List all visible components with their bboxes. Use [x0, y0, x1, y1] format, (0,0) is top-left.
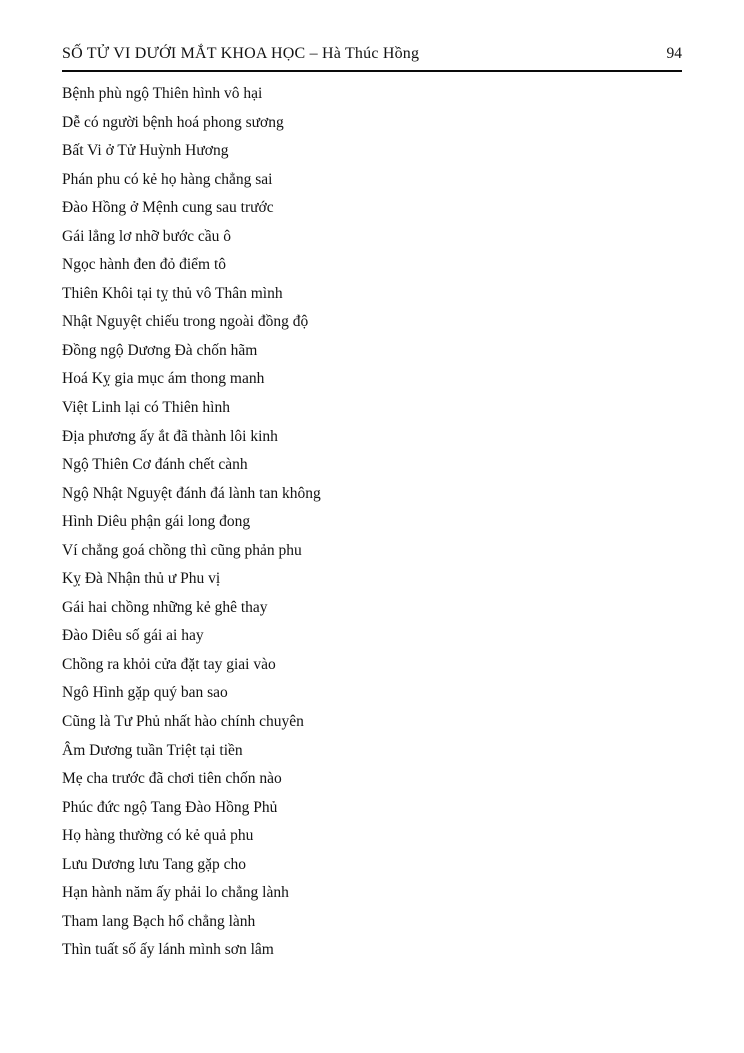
verse-line: Thiên Khôi tại tỵ thủ vô Thân mình — [62, 284, 283, 302]
verse-line: Cũng là Tư Phủ nhất hào chính chuyên — [62, 713, 304, 731]
verse-line: Ngộ Nhật Nguyệt đánh đá lành tan không — [62, 484, 321, 502]
verse-line: Việt Linh lại có Thiên hình — [62, 399, 230, 417]
page-number: 94 — [666, 45, 682, 62]
verse-line: Ví chẳng goá chồng thì cũng phản phu — [62, 541, 302, 559]
verse-line: Mẹ cha trước đã chơi tiên chốn nào — [62, 770, 282, 788]
verse-line: Bệnh phù ngộ Thiên hình vô hại — [62, 85, 263, 102]
verse-line: Họ hàng thường có kẻ quả phu — [62, 827, 254, 845]
verse-body — [62, 80, 704, 965]
verse-line: Tham lang Bạch hổ chẳng lành — [62, 912, 256, 930]
verse-line: Bất Vi ở Tử Huỳnh Hương — [62, 142, 229, 160]
verse-line: Ngọc hành đen đỏ điểm tô — [62, 256, 227, 274]
verse-line: Phúc đức ngộ Tang Đào Hồng Phủ — [62, 798, 278, 816]
verse-line: Đồng ngộ Dương Đà chốn hãm — [62, 341, 258, 359]
verse-line: Ngô Hình gặp quý ban sao — [62, 684, 228, 702]
verse-line: Âm Dương tuần Triệt tại tiền — [62, 741, 243, 759]
verse-line: Ngộ Thiên Cơ đánh chết cành — [62, 456, 248, 474]
verse-line: Hoá Kỵ gia mục ám thong manh — [62, 370, 265, 388]
verse-line: Đào Hồng ở Mệnh cung sau trước — [62, 199, 274, 217]
verse-line: Hạn hành năm ấy phải lo chẳng lành — [62, 884, 289, 902]
verse-line: Địa phương ấy ắt đã thành lôi kinh — [62, 427, 278, 445]
verse-line: Dễ có người bệnh hoá phong sương — [62, 113, 284, 131]
verse-line: Chồng ra khỏi cửa đặt tay giai vào — [62, 655, 276, 673]
verse-line: Hình Diêu phận gái long đong — [62, 513, 251, 531]
verse-line: Gái lẳng lơ nhỡ bước cầu ô — [62, 227, 232, 245]
running-header — [62, 45, 682, 72]
verse-line: Đào Diêu số gái ai hay — [62, 627, 204, 645]
running-header-title: SỐ TỬ VI DƯỚI MẮT KHOA HỌC – Hà Thúc Hồng — [62, 45, 420, 62]
verse-line: Nhật Nguyệt chiếu trong ngoài đồng độ — [62, 313, 309, 331]
verse-line: Thìn tuất số ấy lánh mình sơn lâm — [62, 941, 274, 959]
verse-line: Phán phu có kẻ họ hàng chẳng sai — [62, 170, 273, 188]
verse-line: Kỵ Đà Nhận thủ ư Phu vị — [62, 570, 221, 588]
verse-line: Gái hai chồng những kẻ ghê thay — [62, 598, 268, 616]
verse-line: Lưu Dương lưu Tang gặp cho — [62, 855, 246, 873]
